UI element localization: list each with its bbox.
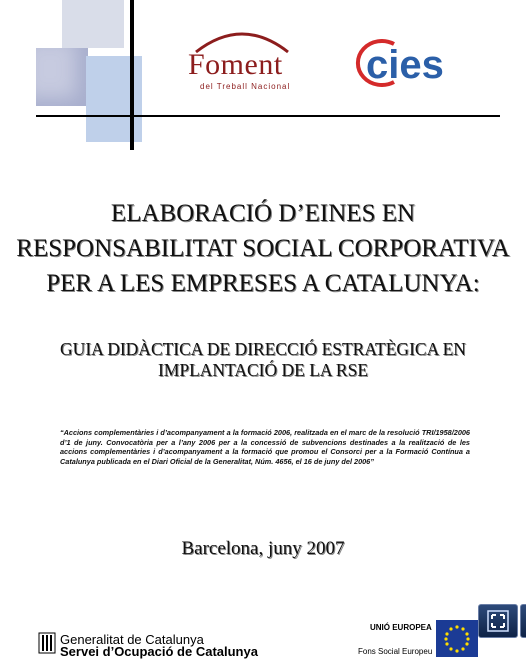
- horizontal-rule: [36, 115, 500, 117]
- vertical-rule: [130, 0, 134, 150]
- subtitle-line-1: GUIA DIDÀCTICA DE DIRECCIÓ ESTRATÈGICA EN: [60, 339, 466, 359]
- foment-logo-subtitle: del Treball Nacional: [200, 82, 291, 91]
- decor-square-top: [62, 0, 124, 48]
- title-line-3: PER A LES EMPRESES A CATALUNYA:: [46, 270, 480, 297]
- funding-note: “Accions complementàries i d’acompanyament a la formació 2006, realitzada en el marc de la resolució TRI/1958/2006 d’1 de juny. Convocatòria per a l’any 2006 per a la concessió de subvencions destinades a la realització de les accions complementàries i d’acompanyament a la formació que promou el Consorci per a la Formació Contínua a Catalunya publicada en el Diari Oficial de la Generalitat, Núm. 4656, el 16 de juny del 2006”: [60, 428, 470, 467]
- generalitat-name: Generalitat de Catalunya: [60, 632, 204, 647]
- fullscreen-button[interactable]: [478, 604, 518, 638]
- place-date: Barcelona, juny 2007: [181, 538, 345, 559]
- generalitat-emblem-icon: [38, 632, 56, 654]
- servei-ocupacio-name: Servei d’Ocupació de Catalunya: [60, 644, 258, 659]
- foment-logo-text: Foment: [188, 48, 283, 81]
- viewer-button-edge[interactable]: [520, 604, 526, 638]
- expand-icon: [486, 609, 510, 633]
- cies-logo: [352, 38, 484, 88]
- title-line-2: RESPONSABILITAT SOCIAL CORPORATIVA: [16, 235, 510, 262]
- eu-label: UNIÓ EUROPEA: [370, 623, 432, 632]
- social-fund-label: Fons Social Europeu: [358, 647, 433, 656]
- eu-flag-icon: [436, 620, 478, 657]
- decor-square-left: [36, 48, 88, 106]
- title-line-1: ELABORACIÓ D’EINES EN: [110, 200, 416, 227]
- subtitle-line-2: IMPLANTACIÓ DE LA RSE: [157, 360, 369, 380]
- cies-logo-text: cies: [366, 43, 444, 87]
